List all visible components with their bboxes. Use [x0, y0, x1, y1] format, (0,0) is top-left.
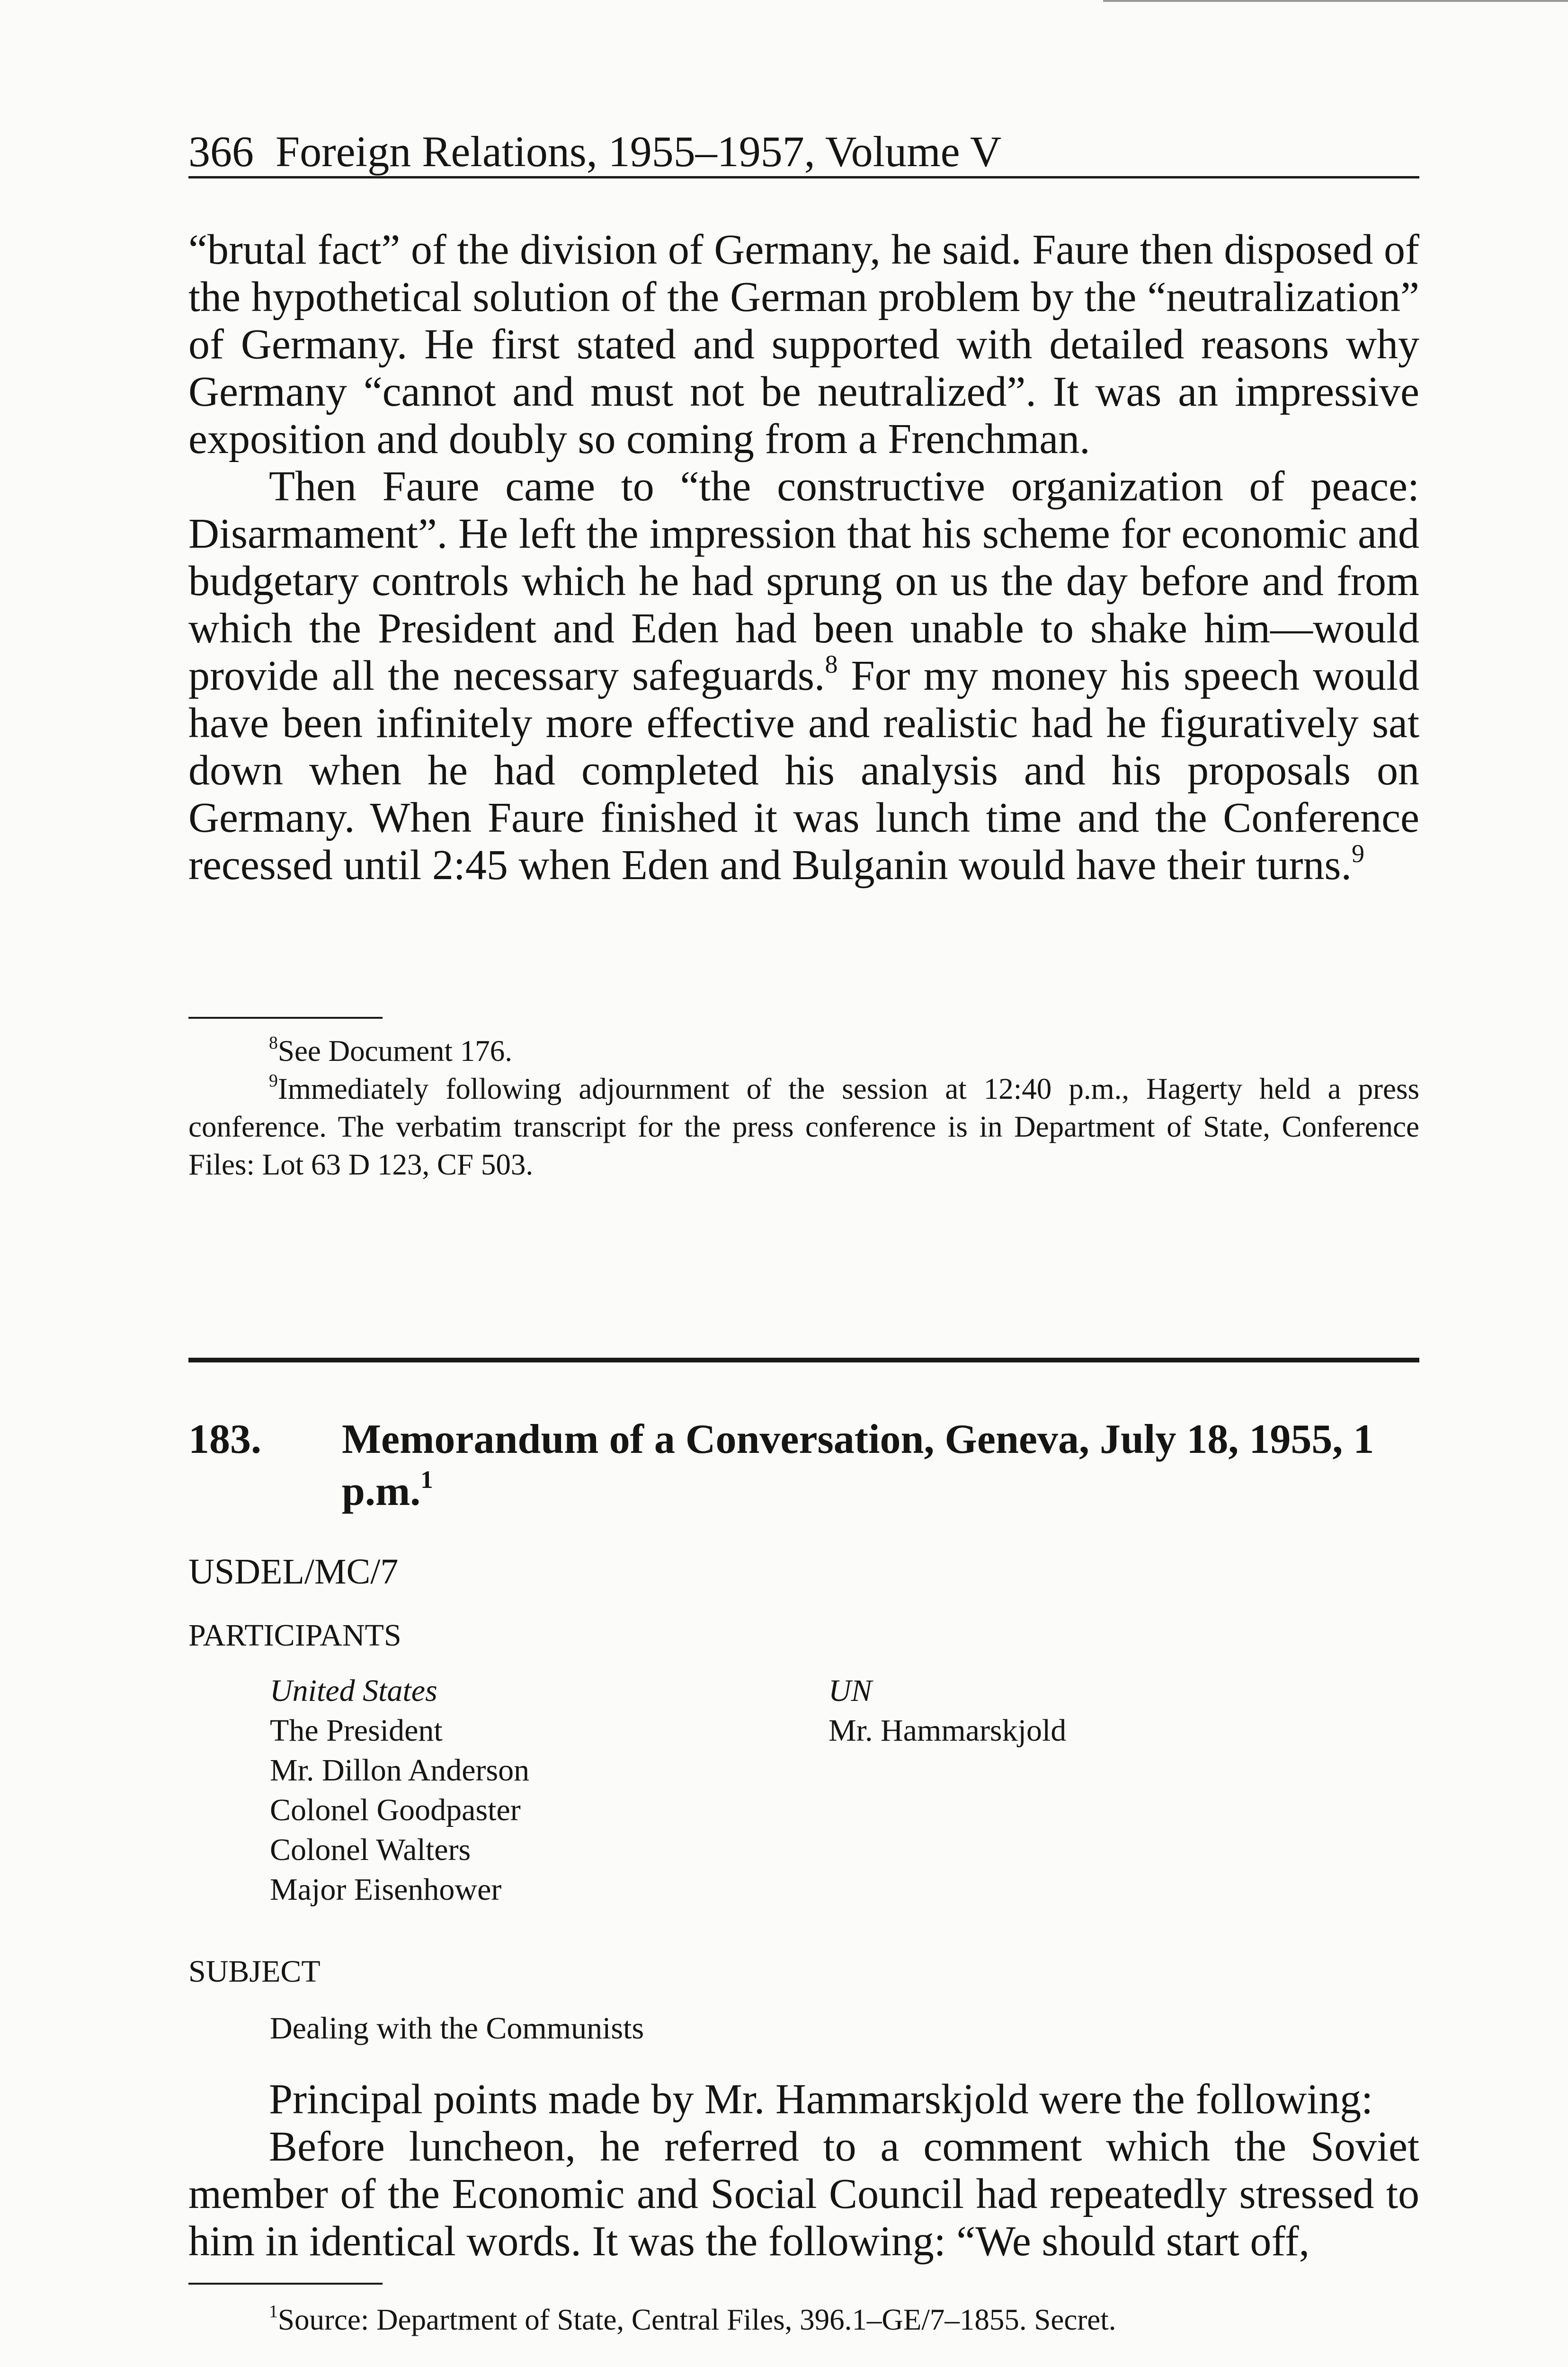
- memo-text: [188, 2076, 1419, 2265]
- subject-label: SUBJECT: [188, 1954, 321, 1989]
- participants-un: [829, 1671, 1066, 1751]
- paragraph: Principal points made by Mr. Hammarskjold were the following:: [269, 2076, 1373, 2123]
- document-number: 183.: [188, 1416, 261, 1462]
- footnote-ref: 8: [825, 650, 838, 678]
- paragraph: “brutal fact” of the division of Germany, he said. Faure then disposed of the hypothetical solution of the German problem by the “neutralization” of Germany. He first stated and supported with detailed reasons why Germany “cannot and must not be neutralized”. It was an impressive exposition and doubly so coming from a Frenchman.: [188, 226, 1419, 463]
- footnotes-top: [188, 1032, 1419, 1184]
- running-title: Foreign Relations, 1955–1957, Volume V: [276, 127, 1002, 176]
- running-header: [188, 125, 1419, 178]
- subject-text: Dealing with the Communists: [270, 2011, 644, 2046]
- footnote-rule: [188, 2283, 383, 2285]
- footnote: $^1$Source: Department of State, Central Files, 396.1–GE/7–1855. Secret.: [269, 2302, 1116, 2336]
- footnote: $^9$Immediately following adjournment of the session at 12:40 p.m., Hagerty held a press conference. The verbatim transcript for the press conference is in Department of State, Conference Files: Lot 63 D 123, CF 503.: [188, 1071, 1419, 1181]
- top-edge-rule: [1103, 0, 1568, 2]
- footnote-ref: 1: [420, 1466, 433, 1494]
- participants-group-heading: UN: [829, 1673, 872, 1708]
- participants-label: PARTICIPANTS: [188, 1618, 401, 1653]
- footnotes-bottom: [188, 2301, 1419, 2339]
- document-code: USDEL/MC/7: [188, 1552, 399, 1592]
- participant: Mr. Dillon Anderson: [270, 1753, 530, 1788]
- page-number: 366: [188, 127, 254, 176]
- footnote: $^8$See Document 176.: [269, 1033, 513, 1068]
- paragraph: Then Faure came to “the constructive organization of peace: Disarmament”. He left the impression that his scheme for economic and budgetary controls which he had sprung on us the day before and from which the President and Eden had been unable to shake him—would provide all the necessary safeguards.$^8$ For my money his speech would have been infinitely more effective and realistic had he figuratively sat down when he had completed his analysis and his proposals on Germany. When Faure finished it was lunch time and the Conference recessed until 2:45 when Eden and Bulganin would have their turns.$^9$: [188, 463, 1420, 889]
- participant: Mr. Hammarskjold: [829, 1713, 1067, 1748]
- section-rule: [188, 1358, 1419, 1362]
- continuation-text: [188, 226, 1419, 889]
- document-title: Memorandum of a Conversation, Geneva, July 18, 1955, 1 p.m.$^1$: [342, 1416, 1374, 1514]
- participant: Colonel Goodpaster: [270, 1793, 521, 1827]
- participant: Colonel Walters: [270, 1833, 471, 1867]
- footnote-ref: 9: [1351, 839, 1364, 868]
- participants-us: [270, 1671, 529, 1910]
- header-rule: [188, 176, 1419, 178]
- participant: Major Eisenhower: [270, 1872, 502, 1907]
- paragraph: Before luncheon, he referred to a comment which the Soviet member of the Economic and Social Council had repeatedly stressed to him in identical words. It was the following: “We should start off,: [188, 2123, 1419, 2265]
- participants-group-heading: United States: [270, 1673, 437, 1708]
- footnote-rule: [188, 1017, 383, 1019]
- participant: The President: [270, 1713, 443, 1748]
